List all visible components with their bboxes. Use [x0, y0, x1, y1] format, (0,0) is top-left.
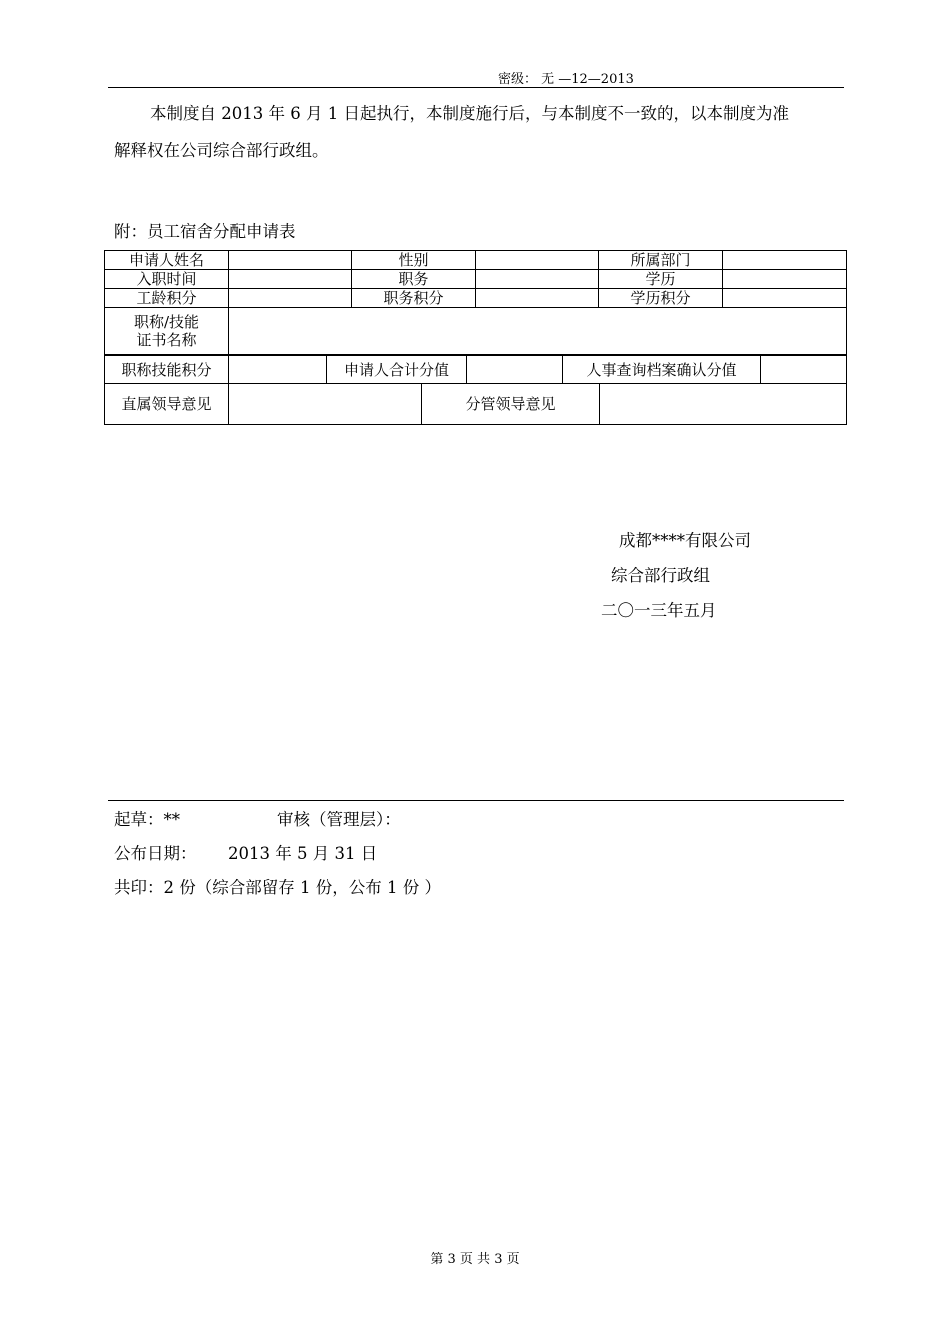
certificate-name-label	[105, 308, 229, 355]
education-label: 学历	[599, 270, 723, 289]
dormitory-application-form-opinions	[104, 383, 847, 425]
page-number: 第 3 页 共 3 页	[430, 1252, 520, 1267]
dormitory-application-form-points	[104, 355, 847, 384]
security-level-header: 密级： 无 —12—2013	[498, 72, 634, 87]
applicant-name-label: 申请人姓名	[105, 251, 229, 270]
publish-date-label: 公布日期：	[114, 844, 197, 863]
seniority-points-field[interactable]	[229, 289, 352, 308]
signature-company: 成都****有限公司	[619, 531, 751, 550]
seniority-points-label: 工龄积分	[105, 289, 229, 308]
education-points-field[interactable]	[723, 289, 847, 308]
applicant-name-field[interactable]	[229, 251, 352, 270]
hire-date-label: 入职时间	[105, 270, 229, 289]
signature-date: 二〇一三年五月	[601, 601, 717, 620]
gender-field[interactable]	[476, 251, 599, 270]
dormitory-application-form-top	[104, 250, 847, 355]
hr-confirmed-field[interactable]	[761, 356, 847, 384]
reviewer: 审核（管理层）：	[277, 810, 401, 829]
certificate-label-line2: 证书名称	[136, 331, 197, 349]
meta-rule	[108, 800, 844, 801]
supervising-leader-opinion-label: 分管领导意见	[422, 384, 600, 425]
education-field[interactable]	[723, 270, 847, 289]
certificate-label-line1: 职称/技能	[133, 313, 200, 331]
applicant-total-label: 申请人合计分值	[327, 356, 467, 384]
title-skill-points-field[interactable]	[229, 356, 327, 384]
header-rule	[108, 87, 844, 88]
drafter: 起草：**	[114, 810, 180, 829]
interpretation-paragraph: 解释权在公司综合部行政组。	[114, 141, 329, 160]
effective-date-paragraph: 本制度自 2013 年 6 月 1 日起执行，本制度施行后，与本制度不一致的，以本制度为准	[150, 104, 789, 123]
position-field[interactable]	[476, 270, 599, 289]
position-label: 职务	[352, 270, 476, 289]
department-label: 所属部门	[599, 251, 723, 270]
gender-label: 性别	[352, 251, 476, 270]
hr-confirmed-label: 人事查询档案确认分值	[563, 356, 761, 384]
certificate-name-field[interactable]	[229, 308, 847, 355]
applicant-total-field[interactable]	[467, 356, 563, 384]
department-field[interactable]	[723, 251, 847, 270]
copies-note: 共印：2 份（综合部留存 1 份，公布 1 份 ）	[114, 878, 441, 897]
position-points-label: 职务积分	[352, 289, 476, 308]
hire-date-field[interactable]	[229, 270, 352, 289]
direct-leader-opinion-label: 直属领导意见	[105, 384, 229, 425]
signature-department: 综合部行政组	[611, 566, 710, 585]
education-points-label: 学历积分	[599, 289, 723, 308]
direct-leader-opinion-field[interactable]	[229, 384, 422, 425]
supervising-leader-opinion-field[interactable]	[600, 384, 847, 425]
position-points-field[interactable]	[476, 289, 599, 308]
publish-date: 2013 年 5 月 31 日	[228, 844, 378, 863]
attachment-title: 附：员工宿舍分配申请表	[114, 222, 296, 241]
title-skill-points-label: 职称技能积分	[105, 356, 229, 384]
